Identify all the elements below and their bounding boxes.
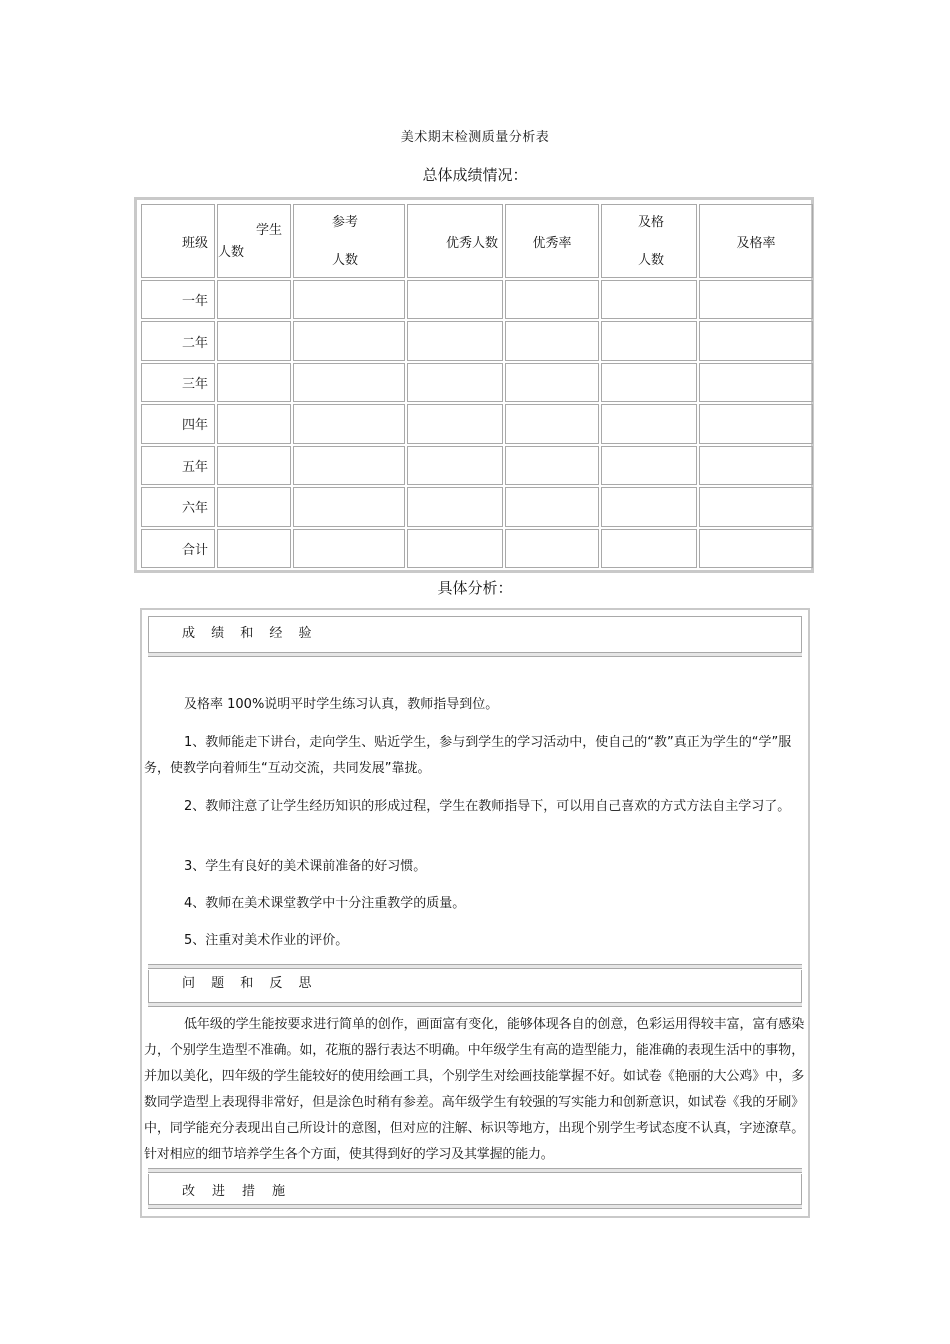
table-cell xyxy=(293,363,405,402)
table-row xyxy=(141,280,813,319)
table-cell xyxy=(217,446,291,485)
problems-text: 低年级的学生能按要求进行简单的创作，画面富有变化，能够体现各自的创意，色彩运用得较丰富，富有感染力，个别学生造型不准确。如，花瓶的器行表达不明确。中年级学生有高的造型能力，能准确的表现生活中的事物，并加以美化，四年级的学生能较好的使用绘画工具，个别学生对绘画技能掌握不好。如试卷《艳丽的大公鸡》中，多数同学造型上表现得非常好，但是涂色时稍有参差。高年级学生有较强的写实能力和创新意识，如试卷《我的牙刷》中，同学能充分表现出自己所设计的意图，但对应的注解、标识等地方，出现个别学生考试态度不认真，字迹潦草。针对相应的细节培养学生各个方面，使其得到好的学习及其掌握的能力。 xyxy=(144,1017,804,1162)
row-label: 五年 xyxy=(141,446,215,485)
row-label: 一年 xyxy=(141,280,215,319)
header-students-line1: 学生 xyxy=(255,223,282,238)
row-label: 四年 xyxy=(141,404,215,443)
table-row xyxy=(141,487,813,526)
table-cell xyxy=(217,529,291,568)
table-cell xyxy=(699,404,813,443)
section-label-problems: 问 题 和 反 思 xyxy=(182,976,318,991)
table-cell xyxy=(293,280,405,319)
table-cell xyxy=(407,280,503,319)
header-tested xyxy=(293,204,405,278)
table-cell xyxy=(217,487,291,526)
divider xyxy=(148,1204,802,1209)
table-row xyxy=(141,321,813,360)
table-cell xyxy=(407,529,503,568)
table-header-row xyxy=(141,204,813,278)
table-cell xyxy=(293,529,405,568)
header-pass-rate: 及格率 xyxy=(699,204,813,278)
table-cell xyxy=(505,280,599,319)
row-label: 二年 xyxy=(141,321,215,360)
table-cell xyxy=(601,404,697,443)
table-row xyxy=(141,529,813,568)
achievements-item-1: 1、教师能走下讲台，走向学生、贴近学生，参与到学生的学习活动中，使自己的“教”真正为学生的“学”服务，使教学向着师生“互动交流，共同发展”靠拢。 xyxy=(144,735,792,776)
row-label: 三年 xyxy=(141,363,215,402)
divider xyxy=(148,1002,802,1007)
table-cell xyxy=(601,529,697,568)
header-tested-line1: 参考 xyxy=(332,215,359,230)
table-cell xyxy=(407,487,503,526)
table-cell xyxy=(505,446,599,485)
header-tested-line2: 人数 xyxy=(332,253,359,268)
achievements-item-2: 2、教师注意了让学生经历知识的形成过程，学生在教师指导下，可以用自己喜欢的方式方法自主学习了。 xyxy=(184,799,791,814)
header-students-line2: 人数 xyxy=(218,245,245,260)
section-label-improvements: 改 进 措 施 xyxy=(182,1184,288,1199)
header-passed-line2: 人数 xyxy=(638,253,665,268)
analysis-box xyxy=(140,608,810,1218)
table-cell xyxy=(217,321,291,360)
header-excellent-rate: 优秀率 xyxy=(505,204,599,278)
table-cell xyxy=(407,363,503,402)
table-cell xyxy=(217,280,291,319)
table-cell xyxy=(407,404,503,443)
header-students xyxy=(217,204,291,278)
row-label: 合计 xyxy=(141,529,215,568)
row-label: 六年 xyxy=(141,487,215,526)
table-cell xyxy=(601,446,697,485)
table-row xyxy=(141,363,813,402)
table-cell xyxy=(601,363,697,402)
table-cell xyxy=(505,321,599,360)
header-excellent-count: 优秀人数 xyxy=(407,204,503,278)
table-cell xyxy=(293,321,405,360)
score-table xyxy=(139,202,815,570)
achievements-item-4: 4、教师在美术课堂教学中十分注重教学的质量。 xyxy=(184,896,466,911)
header-passed-line1: 及格 xyxy=(638,215,665,230)
section-label-achievements: 成 绩 和 经 验 xyxy=(182,626,318,641)
header-passed xyxy=(601,204,697,278)
page-title: 美术期末检测质量分析表 xyxy=(400,130,550,145)
divider xyxy=(148,964,802,969)
table-cell xyxy=(505,529,599,568)
table-cell xyxy=(699,529,813,568)
table-cell xyxy=(601,321,697,360)
table-row xyxy=(141,446,813,485)
table-cell xyxy=(505,487,599,526)
table-cell xyxy=(699,321,813,360)
achievements-item-5: 5、注重对美术作业的评价。 xyxy=(184,933,349,948)
table-cell xyxy=(293,404,405,443)
table-cell xyxy=(699,363,813,402)
overall-heading: 总体成绩情况： xyxy=(422,166,528,184)
divider xyxy=(148,652,802,657)
table-cell xyxy=(601,487,697,526)
table-cell xyxy=(699,487,813,526)
table-row xyxy=(141,404,813,443)
achievements-item-3: 3、学生有良好的美术课前准备的好习惯。 xyxy=(184,859,427,874)
table-cell xyxy=(505,363,599,402)
table-cell xyxy=(293,487,405,526)
table-cell xyxy=(699,280,813,319)
table-cell xyxy=(217,363,291,402)
table-cell xyxy=(217,404,291,443)
header-class: 班级 xyxy=(141,204,215,278)
achievements-intro: 及格率 100%说明平时学生练习认真，教师指导到位。 xyxy=(184,697,499,712)
table-cell xyxy=(293,446,405,485)
table-cell xyxy=(407,446,503,485)
table-cell xyxy=(407,321,503,360)
score-table-frame xyxy=(134,197,814,573)
specific-heading: 具体分析： xyxy=(437,579,513,597)
table-cell xyxy=(699,446,813,485)
divider xyxy=(148,1168,802,1173)
table-cell xyxy=(601,280,697,319)
table-cell xyxy=(505,404,599,443)
